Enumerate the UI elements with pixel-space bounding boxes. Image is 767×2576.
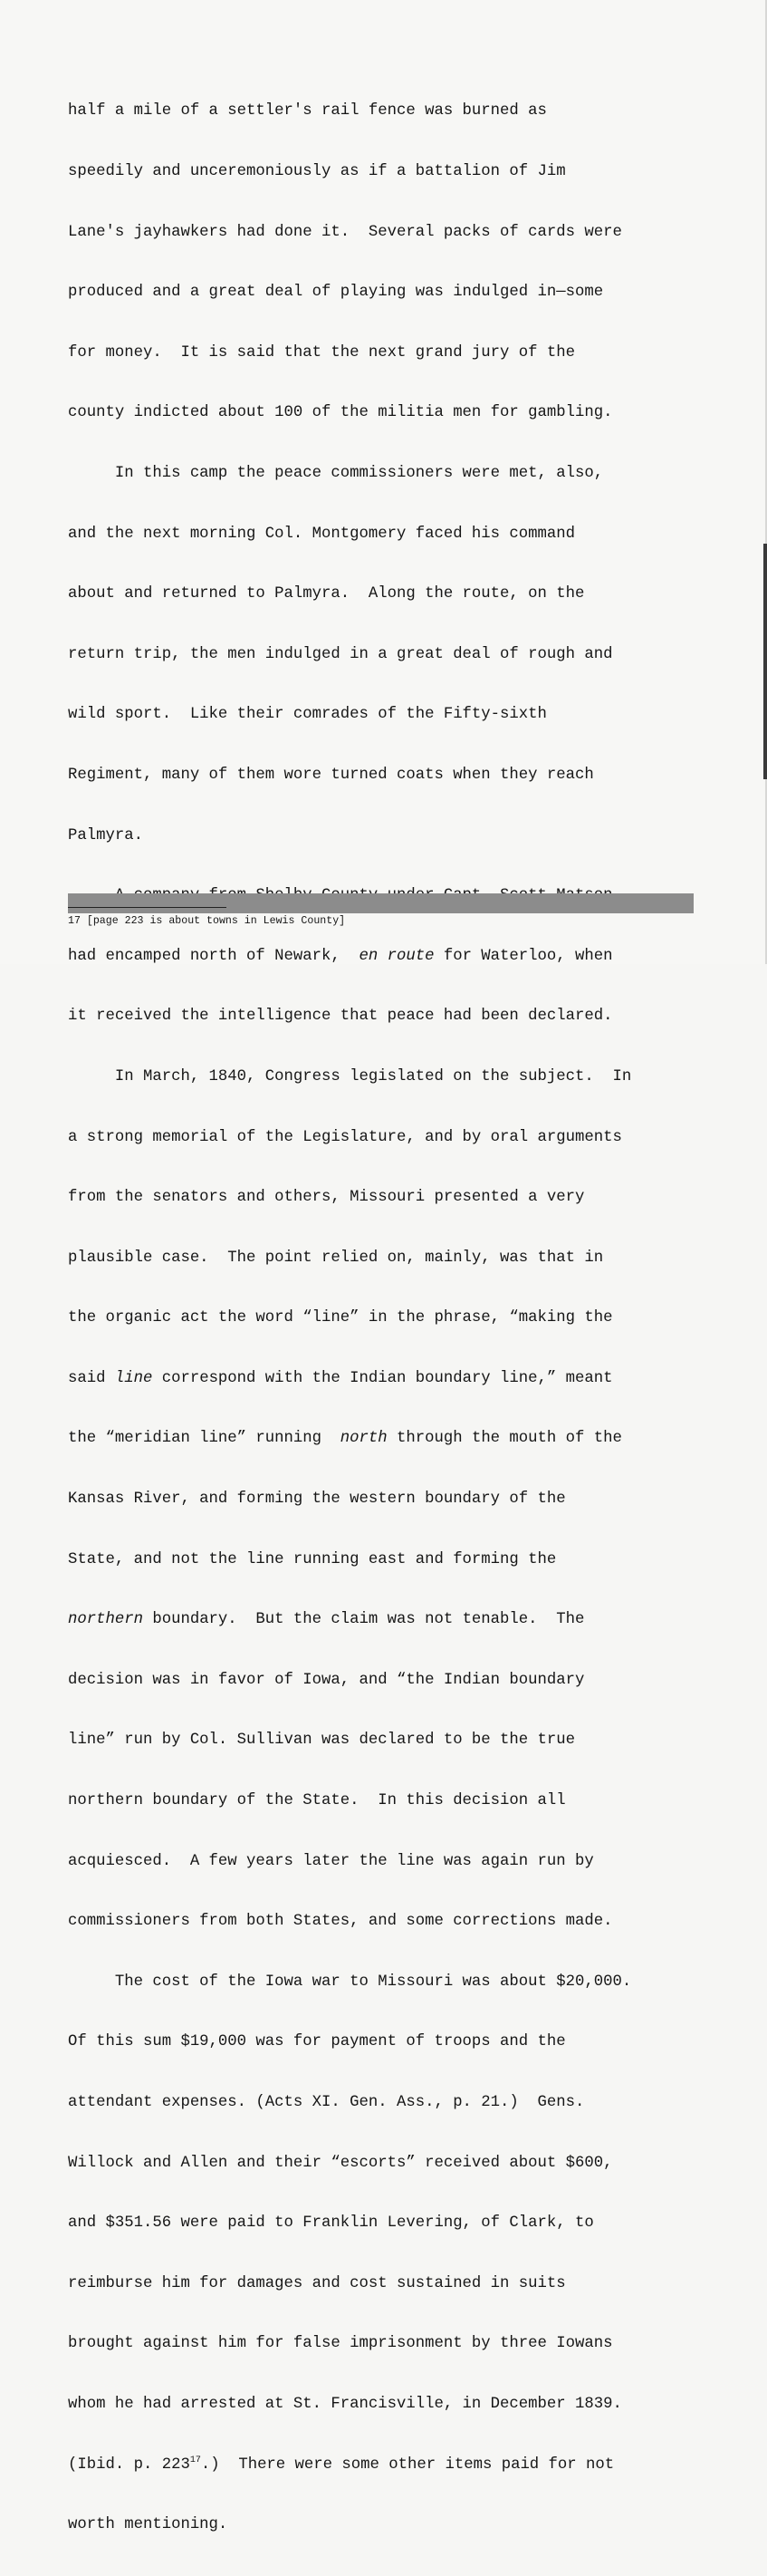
text-line: In March, 1840, Congress legislated on the subject. In — [68, 1067, 632, 1085]
text-line: speedily and unceremoniously as if a battalion of Jim — [68, 163, 566, 180]
text-line: a strong memorial of the Legislature, and by oral arguments — [68, 1128, 622, 1146]
text-line: reimburse him for damages and cost sustained in suits — [68, 2274, 566, 2292]
text-line: wild sport. Like their comrades of the Fifty-sixth — [68, 706, 547, 724]
text-line — [68, 2455, 702, 2475]
text-line: for money. It is said that the next grand jury of the — [68, 343, 576, 362]
italic-term: northern — [68, 1611, 143, 1629]
text-line: northern boundary of the State. In this decision all — [68, 1792, 566, 1810]
text-line: brought against him for false imprisonment by three Iowans — [68, 2335, 613, 2353]
text-line: decision was in favor of Iowa, and “the Indian boundary — [68, 1671, 585, 1689]
text-line: commissioners from both States, and some corrections made. — [68, 1913, 613, 1931]
footnote-separator — [68, 907, 226, 908]
italic-term: north — [340, 1430, 388, 1448]
footnote-ref: 17 — [189, 2455, 201, 2465]
text-line — [68, 1369, 702, 1389]
text-line — [68, 1610, 702, 1630]
text-run: the “meridian line” running — [68, 1430, 340, 1448]
text-line: attendant expenses. (Acts XI. Gen. Ass., p. 21.) Gens. — [68, 2094, 585, 2111]
text-line: In this camp the peace commissioners were met, also, — [68, 464, 604, 482]
text-run: for Waterloo, when — [434, 947, 613, 965]
text-line: return trip, the men indulged in a great deal of rough and — [68, 645, 613, 663]
scan-shadow-band — [68, 893, 694, 913]
text-line: Regiment, many of them wore turned coats when they reach — [68, 766, 594, 784]
text-line — [68, 1429, 702, 1449]
text-line: the organic act the word “line” in the phrase, “making the — [68, 1309, 613, 1327]
text-run: through the mouth of the — [387, 1430, 622, 1448]
body-text — [68, 62, 702, 2576]
text-line: and $351.56 were paid to Franklin Levering, of Clark, to — [68, 2214, 594, 2233]
text-line: Kansas River, and forming the western boundary of the — [68, 1491, 566, 1509]
text-line: worth mentioning. — [68, 2516, 228, 2534]
text-line: it received the intelligence that peace had been declared. — [68, 1008, 613, 1026]
text-line: produced and a great deal of playing was indulged in—some — [68, 284, 604, 302]
text-line: and the next morning Col. Montgomery faced his command — [68, 525, 576, 543]
text-line: Willock and Allen and their “escorts” received about $600, — [68, 2154, 613, 2172]
text-line: whom he had arrested at St. Francisville, in December 1839. — [68, 2395, 622, 2413]
text-run: .) There were some other items paid for not — [200, 2455, 615, 2474]
text-line: Palmyra. — [68, 826, 143, 844]
text-line: from the senators and others, Missouri presented a very — [68, 1189, 585, 1207]
text-run: correspond with the Indian boundary line,” meant — [152, 1369, 613, 1387]
text-line: acquiesced. A few years later the line was again run by — [68, 1852, 594, 1870]
text-run: boundary. But the claim was not tenable. The — [142, 1611, 585, 1629]
text-line — [68, 947, 702, 967]
italic-term: en route — [359, 947, 435, 965]
text-line: about and returned to Palmyra. Along the route, on the — [68, 585, 585, 603]
text-line: line” run by Col. Sullivan was declared to be the true — [68, 1732, 576, 1750]
text-line: Lane's jayhawkers had done it. Several packs of cards were — [68, 223, 622, 241]
text-run: said — [68, 1369, 115, 1387]
text-line: county indicted about 100 of the militia men for gambling. — [68, 404, 613, 422]
text-line: plausible case. The point relied on, mainly, was that in — [68, 1249, 604, 1267]
italic-term: line — [114, 1369, 153, 1387]
scan-edge-mark — [763, 544, 767, 779]
text-line: The cost of the Iowa war to Missouri was about $20,000. — [68, 1973, 632, 1991]
text-line: State, and not the line running east and forming the — [68, 1550, 557, 1568]
text-run: (Ibid. p. 223 — [68, 2455, 190, 2474]
footnote: 17 [page 223 is about towns in Lewis County] — [68, 915, 346, 927]
text-line: half a mile of a settler's rail fence was burned as — [68, 102, 547, 121]
text-run: had encamped north of Newark, — [68, 947, 360, 965]
text-line: Of this sum $19,000 was for payment of troops and the — [68, 2033, 566, 2051]
